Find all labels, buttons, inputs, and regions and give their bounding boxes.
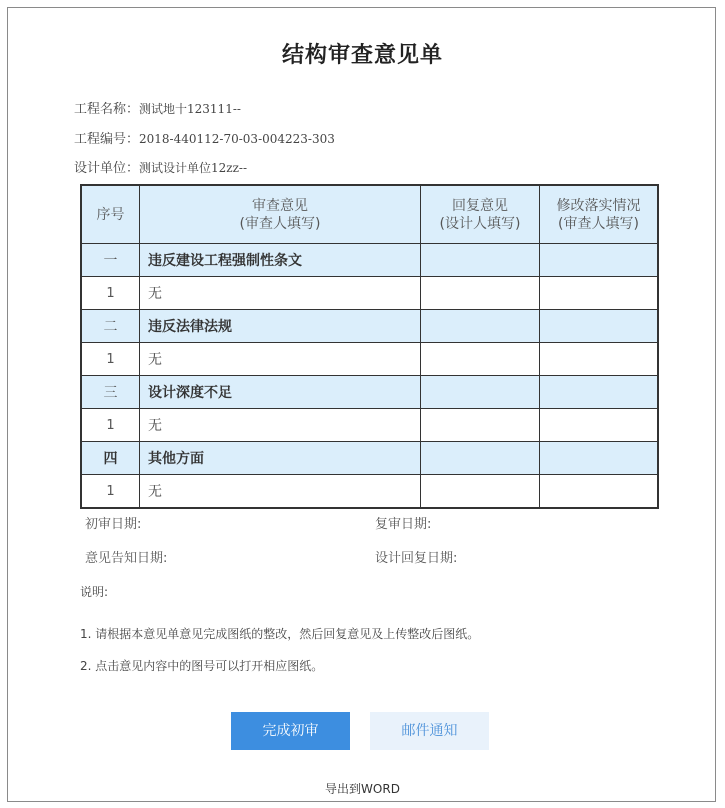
section-row bbox=[81, 376, 658, 409]
notes-heading: 说明: bbox=[80, 585, 109, 599]
header-fix bbox=[540, 185, 659, 244]
reply-cell[interactable] bbox=[421, 277, 540, 310]
note-line-1: 1. 请根据本意见单意见完成图纸的整改，然后回复意见及上传整改后图纸。 bbox=[80, 627, 480, 641]
email-notify-button[interactable]: 邮件通知 bbox=[370, 712, 489, 750]
section-title: 其他方面 bbox=[140, 442, 421, 475]
section-number: 三 bbox=[81, 376, 140, 409]
first-review-date-label: 初审日期: bbox=[85, 517, 142, 532]
notify-date-label: 意见告知日期: bbox=[85, 551, 168, 566]
item-opinion[interactable]: 无 bbox=[140, 409, 421, 442]
reply-cell bbox=[421, 442, 540, 475]
item-row bbox=[81, 343, 658, 376]
section-row bbox=[81, 310, 658, 343]
header-opinion bbox=[140, 185, 421, 244]
fix-cell bbox=[540, 442, 659, 475]
reply-cell bbox=[421, 376, 540, 409]
section-number: 四 bbox=[81, 442, 140, 475]
fix-cell[interactable] bbox=[540, 409, 659, 442]
section-number: 一 bbox=[81, 244, 140, 277]
header-seq: 序号 bbox=[81, 185, 140, 244]
fix-cell bbox=[540, 310, 659, 343]
review-table bbox=[80, 184, 659, 509]
reply-cell[interactable] bbox=[421, 343, 540, 376]
export-word-link[interactable]: 导出到WORD bbox=[325, 782, 400, 796]
item-opinion[interactable]: 无 bbox=[140, 343, 421, 376]
project-name-row bbox=[74, 98, 241, 117]
item-row bbox=[81, 277, 658, 310]
project-name-label: 工程名称： bbox=[74, 102, 140, 117]
section-title: 违反法律法规 bbox=[140, 310, 421, 343]
project-code-label: 工程编号： bbox=[74, 132, 140, 147]
project-code-value: 2018-440112-70-03-004223-303 bbox=[139, 132, 335, 146]
project-code-row bbox=[74, 128, 335, 147]
design-unit-label: 设计单位： bbox=[74, 161, 140, 176]
table-header-row bbox=[81, 185, 658, 244]
fix-cell[interactable] bbox=[540, 277, 659, 310]
section-row bbox=[81, 442, 658, 475]
page-title: 结构审查意见单 bbox=[281, 43, 443, 68]
fix-cell bbox=[540, 376, 659, 409]
header-opinion-line1: 审查意见 bbox=[252, 197, 308, 214]
header-reply bbox=[421, 185, 540, 244]
design-unit-value: 测试设计单位12zz-- bbox=[139, 161, 248, 175]
item-opinion[interactable]: 无 bbox=[140, 277, 421, 310]
reply-cell bbox=[421, 244, 540, 277]
header-opinion-line2: (审查人填写) bbox=[239, 215, 321, 232]
fix-cell bbox=[540, 244, 659, 277]
reply-cell[interactable] bbox=[421, 409, 540, 442]
header-fix-line2: (审查人填写) bbox=[558, 215, 639, 232]
design-unit-row bbox=[74, 157, 247, 176]
re-review-date-label: 复审日期: bbox=[375, 517, 432, 532]
header-reply-line1: 回复意见 bbox=[452, 197, 508, 214]
complete-review-button[interactable]: 完成初审 bbox=[231, 712, 350, 750]
item-number: 1 bbox=[81, 343, 140, 376]
section-title: 违反建设工程强制性条文 bbox=[140, 244, 421, 277]
item-number: 1 bbox=[81, 409, 140, 442]
header-reply-line2: (设计人填写) bbox=[439, 215, 521, 232]
item-number: 1 bbox=[81, 277, 140, 310]
reply-cell[interactable] bbox=[421, 475, 540, 509]
note-line-2: 2. 点击意见内容中的图号可以打开相应图纸。 bbox=[80, 659, 324, 673]
item-number: 1 bbox=[81, 475, 140, 509]
section-title: 设计深度不足 bbox=[140, 376, 421, 409]
reply-cell bbox=[421, 310, 540, 343]
section-row bbox=[81, 244, 658, 277]
item-row bbox=[81, 475, 658, 509]
fix-cell[interactable] bbox=[540, 475, 659, 509]
design-reply-date-label: 设计回复日期: bbox=[375, 551, 458, 566]
item-row bbox=[81, 409, 658, 442]
section-number: 二 bbox=[81, 310, 140, 343]
header-fix-line1: 修改落实情况 bbox=[556, 197, 641, 214]
fix-cell[interactable] bbox=[540, 343, 659, 376]
project-name-value: 测试地十123111-- bbox=[139, 102, 241, 116]
item-opinion[interactable]: 无 bbox=[140, 475, 421, 509]
